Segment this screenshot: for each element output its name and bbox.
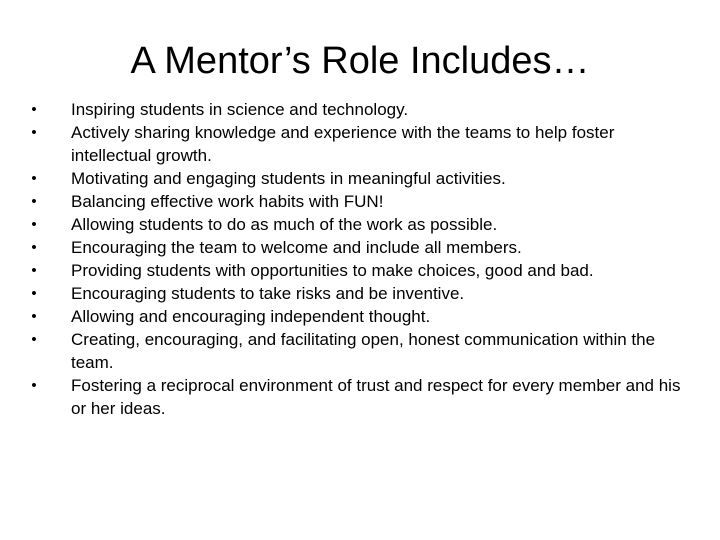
bullet-item [27,282,692,305]
bullet-item [27,374,692,420]
bullet-item [27,121,692,167]
bullet-item [27,305,692,328]
bullet-icon: • [31,101,37,118]
bullet-icon: • [31,124,37,141]
bullet-item [27,190,692,213]
bullet-item [27,167,692,190]
bullet-icon: • [31,216,37,233]
bullet-icon: • [31,285,37,302]
bullet-text: Creating, encouraging, and facilitating open, honest communication within the team. [71,330,656,372]
bullet-text: Providing students with opportunities to make choices, good and bad. [71,261,594,280]
bullet-item [27,236,692,259]
slide-title: A Mentor’s Role Includes… [130,40,590,82]
bullet-icon: • [31,193,37,210]
bullet-list [27,98,692,420]
bullet-icon: • [31,377,37,394]
bullet-icon: • [31,308,37,325]
bullet-icon: • [31,170,37,187]
bullet-icon: • [31,331,37,348]
bullet-text: Allowing and encouraging independent thought. [71,307,431,326]
bullet-text: Encouraging students to take risks and be inventive. [71,284,465,303]
bullet-text: Actively sharing knowledge and experience with the teams to help foster intellectual growth. [71,123,615,165]
bullet-text: Inspiring students in science and technology. [71,100,409,119]
bullet-item [27,213,692,236]
bullet-text: Balancing effective work habits with FUN! [71,192,384,211]
bullet-text: Motivating and engaging students in meaningful activities. [71,169,506,188]
bullet-icon: • [31,239,37,256]
bullet-item [27,98,692,121]
bullet-text: Encouraging the team to welcome and include all members. [71,238,522,257]
bullet-text: Allowing students to do as much of the work as possible. [71,215,498,234]
bullet-text: Fostering a reciprocal environment of trust and respect for every member and his or her ideas. [71,376,681,418]
bullet-icon: • [31,262,37,279]
bullet-item [27,259,692,282]
bullet-item [27,328,692,374]
